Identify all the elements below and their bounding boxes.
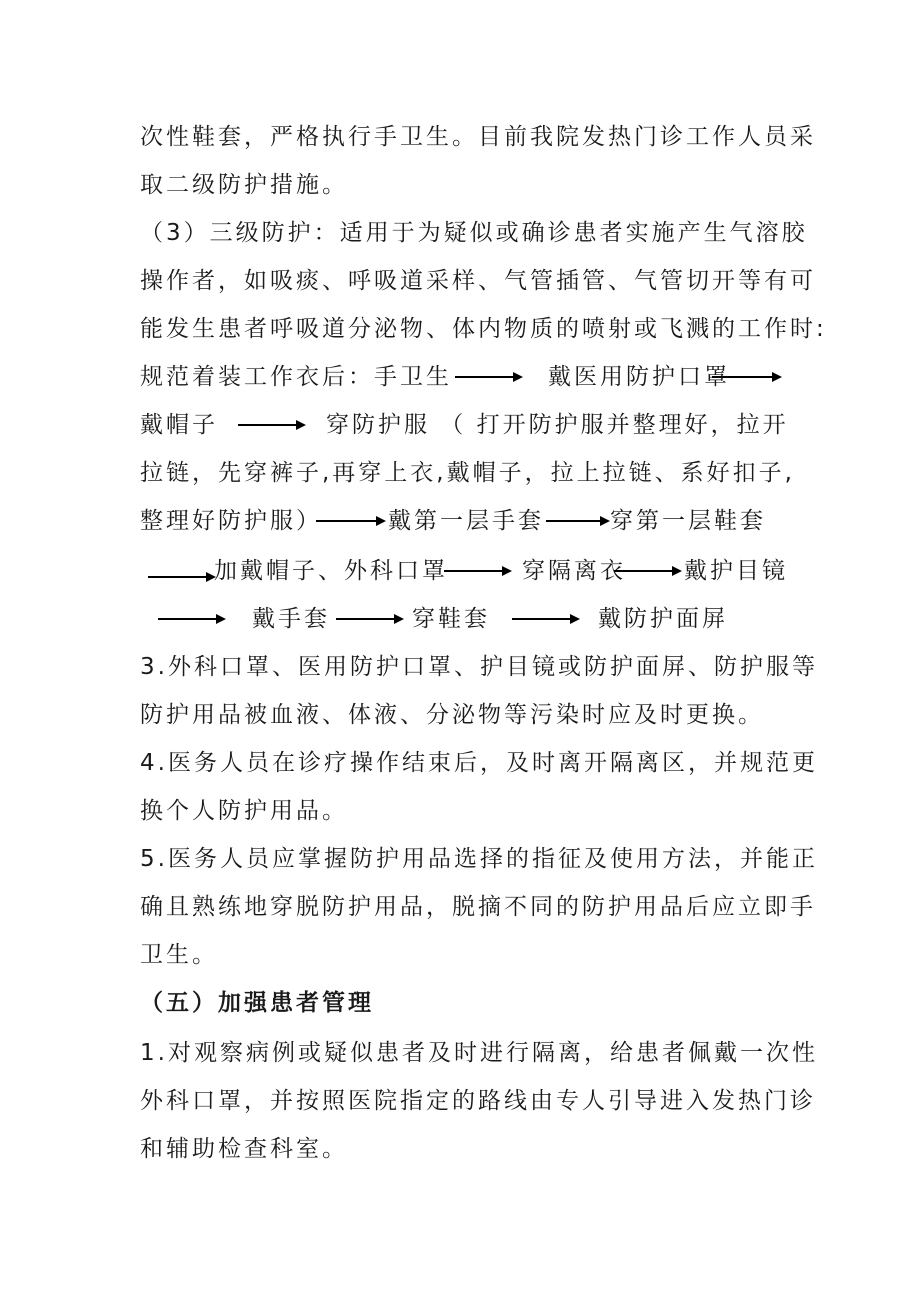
text-line: 确且熟练地穿脱防护用品，脱摘不同的防护用品后应立即手	[140, 894, 816, 920]
arrow-right-icon	[148, 570, 218, 584]
text-line: 5.医务人员应掌握防护用品选择的指征及使用方法，并能正	[140, 846, 818, 872]
text-line: 次性鞋套，严格执行手卫生。目前我院发热门诊工作人员采	[140, 124, 816, 150]
arrow-right-icon	[546, 514, 612, 528]
text-line: 能发生患者呼吸道分泌物、体内物质的喷射或飞溅的工作时:	[140, 316, 827, 342]
text-line: 防护用品被血液、体液、分泌物等污染时应及时更换。	[140, 702, 764, 728]
flow-step-text: 戴医用防护口罩	[548, 364, 730, 390]
section-heading: （五）加强患者管理	[140, 990, 374, 1016]
flow-step-text: 戴护目镜	[684, 558, 788, 584]
flow-step-text: 穿隔离衣	[522, 558, 626, 584]
arrow-right-icon	[336, 612, 406, 626]
arrow-right-icon	[455, 370, 525, 384]
flow-step-text: 穿第一层鞋套	[610, 508, 766, 534]
flow-step-text: 穿鞋套	[412, 606, 490, 632]
text-line: 卫生。	[140, 942, 218, 968]
text-line: 拉链，先穿裤子,再穿上衣,戴帽子，拉上拉链、系好扣子,	[140, 460, 795, 486]
text-line: （3）三级防护：适用于为疑似或确诊患者实施产生气溶胶	[140, 220, 808, 246]
arrow-right-icon	[614, 564, 684, 578]
arrow-right-icon	[712, 370, 784, 384]
flow-step-text: 穿防护服 （ 打开防护服并整理好，拉开	[326, 412, 789, 438]
arrow-right-icon	[444, 564, 514, 578]
text-line: 3.外科口罩、医用防护口罩、护目镜或防护面屏、防护服等	[140, 654, 818, 680]
arrow-right-icon	[158, 612, 228, 626]
text-line: 取二级防护措施。	[140, 172, 348, 198]
text-line: 外科口罩，并按照医院指定的路线由专人引导进入发热门诊	[140, 1088, 816, 1114]
flow-step-text: 戴防护面屏	[598, 606, 728, 632]
flow-step-text: 规范着装工作衣后：手卫生	[140, 364, 452, 390]
arrow-right-icon	[238, 418, 308, 432]
text-line: 换个人防护用品。	[140, 798, 348, 824]
flow-step-text: 加戴帽子、外科口罩	[214, 558, 448, 584]
flow-step-text: 戴帽子	[140, 412, 218, 438]
flow-step-text: 戴手套	[252, 606, 330, 632]
flow-step-text: 整理好防护服）	[140, 508, 322, 534]
text-line: 1.对观察病例或疑似患者及时进行隔离，给患者佩戴一次性	[140, 1040, 818, 1066]
arrow-right-icon	[512, 612, 582, 626]
text-line: 4.医务人员在诊疗操作结束后，及时离开隔离区，并规范更	[140, 750, 818, 776]
text-line: 操作者，如吸痰、呼吸道采样、气管插管、气管切开等有可	[140, 268, 816, 294]
text-line: 和辅助检查科室。	[140, 1136, 348, 1162]
arrow-right-icon	[316, 514, 388, 528]
flow-step-text: 戴第一层手套	[388, 508, 544, 534]
